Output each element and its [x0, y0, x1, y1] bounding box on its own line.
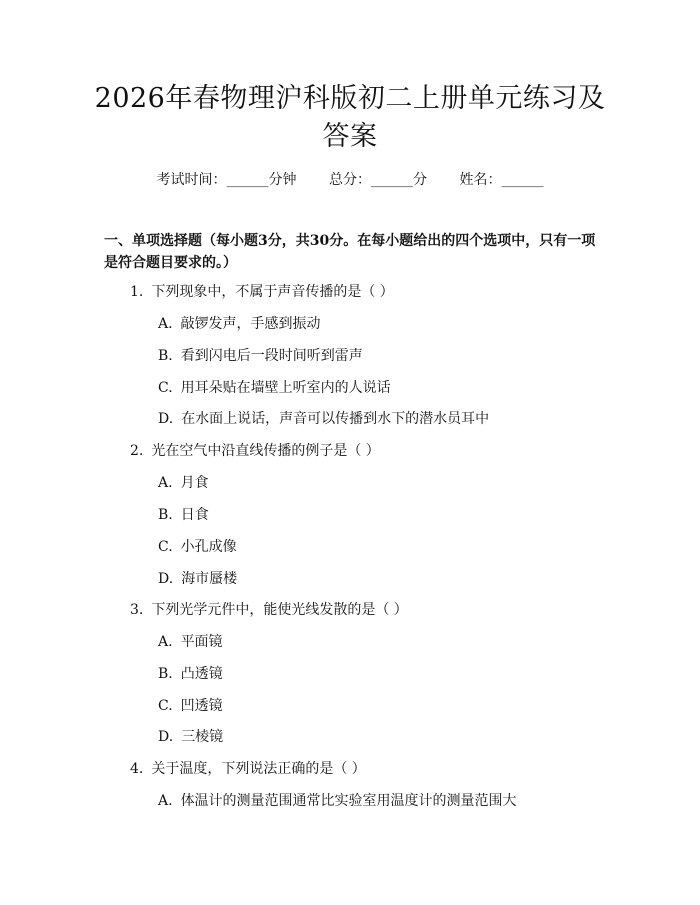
- question-1-option-a: [158, 314, 321, 334]
- option-letter: B.: [158, 348, 173, 364]
- question-2-option-d: [158, 569, 237, 589]
- option-letter: A.: [158, 634, 173, 650]
- question-3-option-c: [158, 696, 223, 716]
- document-title: 2026年春物理沪科版初二上册单元练习及答案: [94, 83, 606, 152]
- option-text: 凹透镜: [180, 698, 223, 714]
- question-2: [130, 441, 380, 461]
- question-1-option-b: [158, 346, 363, 366]
- question-3-option-d: [158, 727, 223, 747]
- option-text: 用耳朵贴在墙壁上听室内的人说话: [180, 380, 391, 396]
- option-text: 海市蜃楼: [181, 571, 238, 587]
- question-3-option-a: [158, 632, 223, 652]
- name-field: 姓名：______: [459, 172, 544, 188]
- option-letter: B.: [158, 507, 173, 523]
- option-text: 日食: [180, 507, 209, 523]
- option-text: 在水面上说话，声音可以传播到水下的潜水员耳中: [181, 411, 490, 427]
- section-heading: 一、单项选择题（每小题3分，共30分。在每小题给出的四个选项中，只有一项是符合题目要求的。）: [104, 233, 596, 271]
- question-text: 下列光学元件中，能使光线发散的是（ ）: [151, 602, 408, 618]
- exam-meta: [0, 170, 700, 190]
- question-1-option-c: [158, 378, 391, 398]
- option-letter: C.: [158, 539, 173, 555]
- question-text: 关于温度，下列说法正确的是（ ）: [151, 761, 366, 777]
- option-letter: A.: [158, 793, 173, 809]
- question-number: 4.: [130, 761, 144, 777]
- question-2-option-b: [158, 505, 209, 525]
- option-letter: A.: [158, 475, 173, 491]
- option-text: 看到闪电后一段时间听到雷声: [180, 348, 363, 364]
- question-4: [130, 759, 366, 779]
- option-text: 敲锣发声，手感到振动: [180, 316, 321, 332]
- option-letter: C.: [158, 380, 173, 396]
- question-1-option-d: [158, 409, 489, 429]
- question-2-option-c: [158, 537, 237, 557]
- option-text: 凸透镜: [180, 666, 223, 682]
- option-letter: D.: [158, 411, 174, 427]
- question-number: 1.: [130, 284, 144, 300]
- total-score-field: 总分：______分: [329, 172, 427, 188]
- option-letter: B.: [158, 666, 173, 682]
- question-2-option-a: [158, 473, 209, 493]
- option-text: 三棱镜: [181, 729, 224, 745]
- option-text: 平面镜: [180, 634, 223, 650]
- question-1: [130, 282, 394, 302]
- option-text: 体温计的测量范围通常比实验室用温度计的测量范围大: [180, 793, 517, 809]
- question-3: [130, 600, 408, 620]
- option-letter: A.: [158, 316, 173, 332]
- option-text: 月食: [180, 475, 209, 491]
- option-text: 小孔成像: [180, 539, 237, 555]
- question-text: 下列现象中，不属于声音传播的是（ ）: [151, 284, 394, 300]
- question-4-option-a: [158, 791, 517, 811]
- question-number: 3.: [130, 602, 144, 618]
- exam-time-field: 考试时间：______分钟: [156, 172, 297, 188]
- question-3-option-b: [158, 664, 223, 684]
- option-letter: C.: [158, 698, 173, 714]
- question-text: 光在空气中沿直线传播的例子是（ ）: [151, 443, 380, 459]
- question-number: 2.: [130, 443, 144, 459]
- option-letter: D.: [158, 571, 174, 587]
- option-letter: D.: [158, 729, 174, 745]
